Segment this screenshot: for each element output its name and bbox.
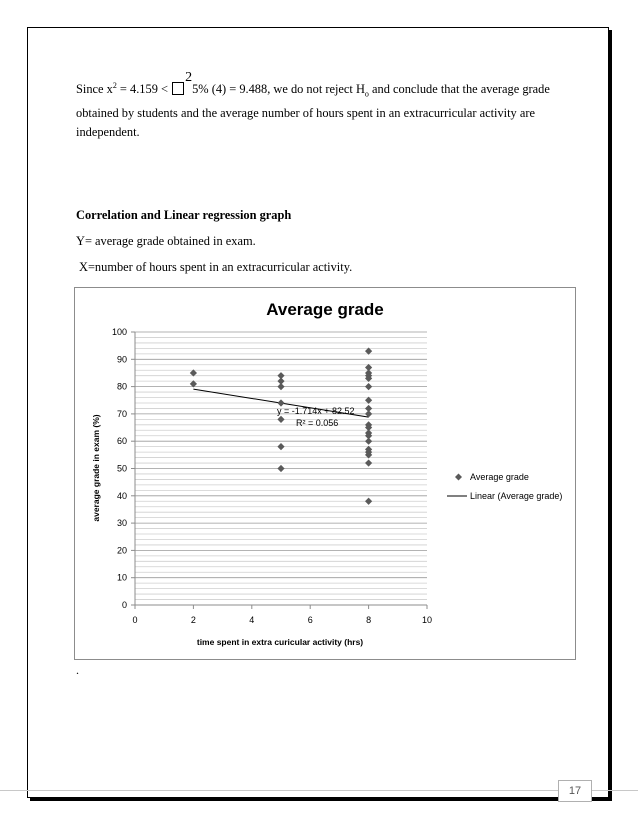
text: Since x <box>76 82 113 97</box>
y-tick-label: 70 <box>116 408 127 419</box>
x-tick-label: 0 <box>132 615 138 625</box>
legend-label-average-grade: Average grade <box>470 472 529 482</box>
page-number: 17 <box>558 780 592 802</box>
data-point <box>277 416 284 423</box>
trendline-equation: y = -1.714x + 82.52 <box>277 406 355 416</box>
data-point <box>365 459 372 466</box>
x-tick-label: 6 <box>307 615 313 625</box>
text: and conclude that the average grade obtained by students and the average number of hours spent in an extracurricular activity are independent. <box>76 82 550 139</box>
y-tick-label: 50 <box>116 463 127 474</box>
y-tick-label: 80 <box>116 381 127 392</box>
chart-title: Average grade <box>266 300 384 319</box>
y-tick-label: 30 <box>116 518 127 529</box>
x-axis-label: time spent in extra curicular activity (hrs) <box>196 637 364 647</box>
y-tick-label: 100 <box>111 327 127 337</box>
text: 5% (4) = 9.488, we do not reject H <box>192 82 365 97</box>
x-definition: X=number of hours spent in an extracurricular activity. <box>79 260 353 274</box>
legend-marker-diamond <box>455 474 462 481</box>
r-squared-label: R² = 0.056 <box>296 418 339 428</box>
conclusion-paragraph <box>76 70 576 142</box>
x-tick-label: 4 <box>249 615 255 625</box>
superscript: 2 <box>185 70 193 86</box>
data-point <box>365 498 372 505</box>
y-tick-label: 90 <box>116 354 127 365</box>
y-tick-label: 10 <box>116 572 127 583</box>
y-tick-label: 60 <box>116 436 127 447</box>
section-heading: Correlation and Linear regression graph <box>76 208 292 222</box>
x-tick-label: 10 <box>421 615 433 625</box>
legend <box>447 472 562 501</box>
subscript: o <box>364 89 369 99</box>
data-point <box>277 465 284 472</box>
text: = 4.159 < <box>116 82 172 97</box>
data-point <box>365 438 372 445</box>
x-tick-label: 2 <box>190 615 196 625</box>
data-point <box>277 383 284 390</box>
y-definition: Y= average grade obtained in exam. <box>76 234 256 248</box>
legend-label-linear: Linear (Average grade) <box>470 491 563 501</box>
y-tick-label: 20 <box>116 545 127 556</box>
y-tick-label: 0 <box>121 600 127 610</box>
data-point <box>365 383 372 390</box>
chart-container <box>74 287 576 660</box>
trailing-period: . <box>76 663 79 677</box>
data-point <box>277 443 284 450</box>
missing-glyph-box <box>172 82 184 95</box>
superscript: 2 <box>112 81 117 90</box>
scatter-chart <box>75 288 575 659</box>
y-axis-label: average grade in exam (%) <box>91 414 101 522</box>
y-tick-label: 40 <box>116 490 127 501</box>
x-tick-label: 8 <box>366 615 372 625</box>
footer-rule <box>0 790 638 791</box>
